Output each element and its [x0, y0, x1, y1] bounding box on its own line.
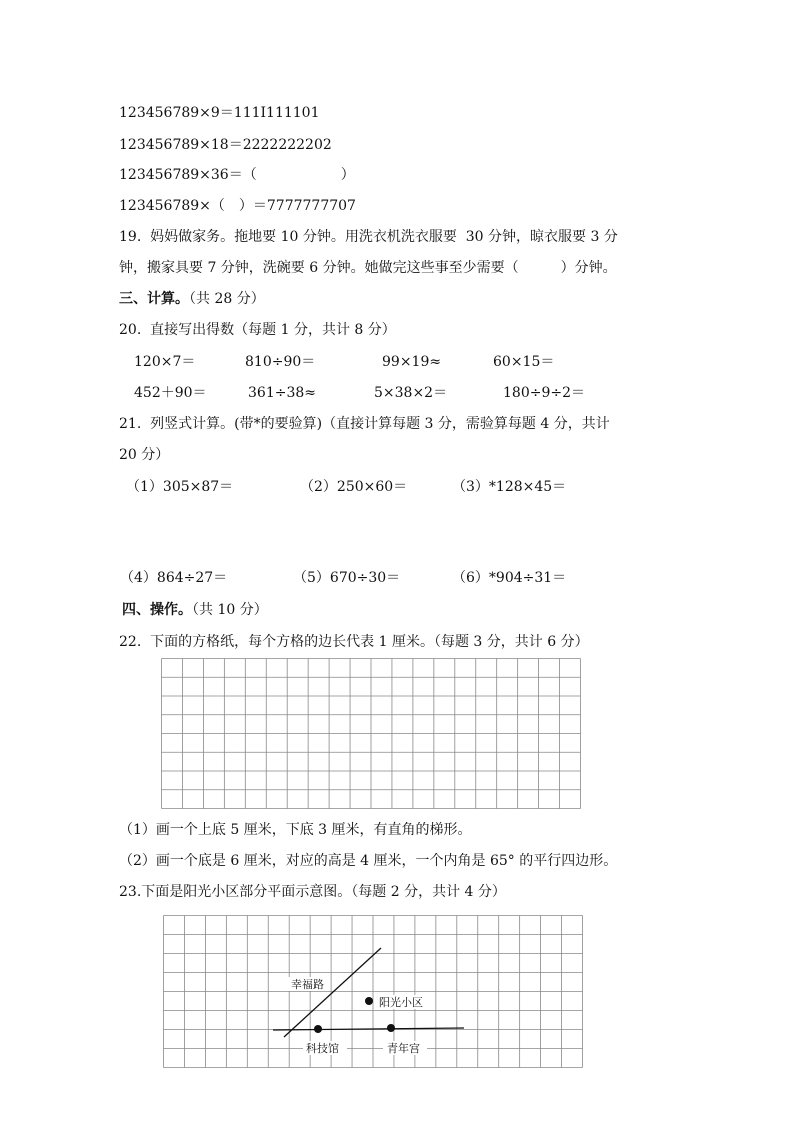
equation-4: 123456789×（ ）＝7777777707 — [119, 198, 356, 214]
q21-item: （4）864÷27＝ — [120, 570, 228, 586]
section-4-heading — [122, 601, 268, 619]
q21-item: （6）*904÷31＝ — [452, 570, 567, 586]
section-3-heading — [119, 290, 265, 308]
community-point — [365, 997, 373, 1005]
q23-title: 23.下面是阳光小区部分平面示意图。（每题 2 分，共计 4 分） — [119, 884, 506, 900]
q20-item: 60×15＝ — [493, 354, 555, 370]
q23-map — [163, 915, 583, 1068]
section-4-title: 四、操作。 — [122, 602, 192, 618]
community-label: 阳光小区 — [379, 996, 423, 1009]
q21-line1: 21. 列竖式计算。(带*的要验算)（直接计算每题 3 分，需验算每题 4 分，共计 — [119, 416, 610, 432]
equation-3: 123456789×36＝（ ） — [119, 167, 355, 183]
q20-item: 120×7＝ — [134, 354, 196, 370]
equation-1: 123456789×9＝111I111101 — [119, 105, 320, 121]
youth-palace-label: 青年宫 — [387, 1042, 420, 1055]
q22-item-2: （2）画一个底是 6 厘米，对应的高是 4 厘米，一个内角是 65° 的平行四边形。 — [119, 853, 618, 869]
q22-grid-paper — [161, 658, 581, 809]
section-3-title: 三、计算。 — [119, 291, 189, 307]
section-3-points: （共 28 分） — [189, 291, 265, 307]
q19-line2: 钟，搬家具要 7 分钟，洗碗要 6 分钟。她做完这些事至少需要（ ）分钟。 — [119, 260, 617, 276]
museum-point — [314, 1025, 322, 1033]
q20-item: 99×19≈ — [382, 354, 442, 370]
q21-item: （5）670÷30＝ — [293, 570, 401, 586]
q19-line1: 19. 妈妈做家务。拖地要 10 分钟。用洗衣机洗衣服要 30 分钟，晾衣服要 3 分 — [119, 229, 618, 245]
q20-item: 810÷90＝ — [245, 354, 316, 370]
youth-palace-point — [387, 1024, 395, 1032]
q21-item: （1）305×87＝ — [126, 479, 234, 495]
xingfu-road — [284, 948, 381, 1037]
museum-label: 科技馆 — [306, 1042, 339, 1055]
q21-line2: 20 分） — [119, 447, 170, 463]
q20-item: 452＋90＝ — [134, 385, 207, 401]
q22-item-1: （1）画一个上底 5 厘米，下底 3 厘米，有直角的梯形。 — [119, 822, 472, 838]
q20-item: 361÷38≈ — [248, 385, 316, 401]
equation-2: 123456789×18＝2222222202 — [119, 137, 332, 153]
q20-item: 5×38×2＝ — [374, 385, 448, 401]
q21-item: （3）*128×45＝ — [452, 479, 567, 495]
section-4-points: （共 10 分） — [192, 602, 268, 618]
q21-item: （2）250×60＝ — [300, 479, 408, 495]
road-label: 幸福路 — [291, 978, 324, 991]
q22-title: 22. 下面的方格纸，每个方格的边长代表 1 厘米。（每题 3 分，共计 6 分） — [119, 634, 589, 650]
q20-item: 180÷9÷2＝ — [503, 385, 585, 401]
q20-title: 20. 直接写出得数（每题 1 分，共计 8 分） — [119, 322, 396, 338]
